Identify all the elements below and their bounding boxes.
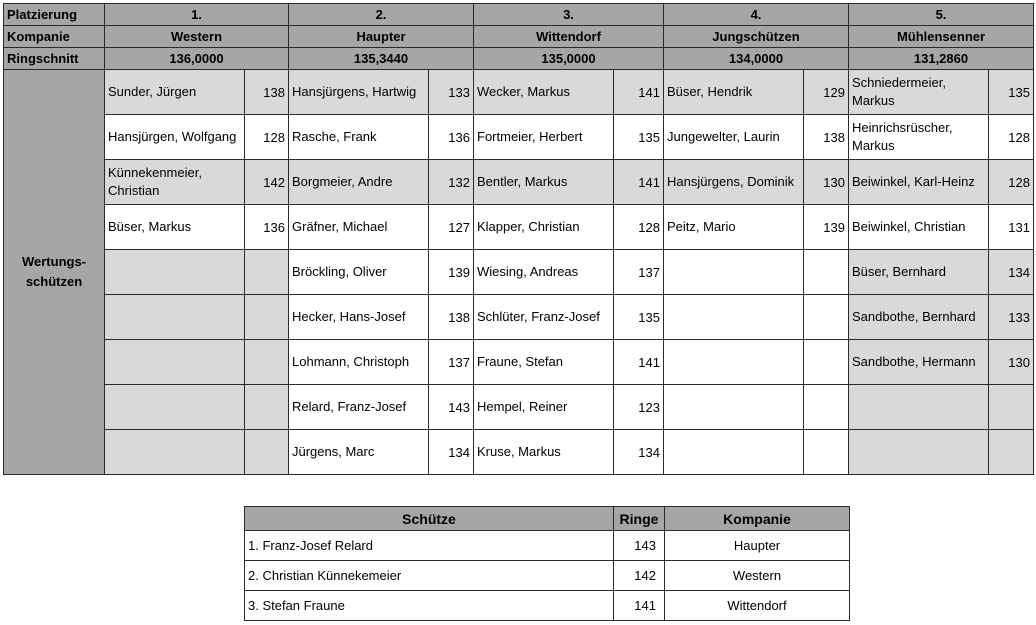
shooter-score: 128 (989, 160, 1034, 205)
top-shooters-table (244, 506, 850, 621)
shooter-score: 139 (804, 205, 849, 250)
shooter-score: 137 (429, 340, 474, 385)
shooter-name: Wiesing, Andreas (474, 250, 614, 295)
shooter-score: 136 (429, 115, 474, 160)
team-company: Wittendorf (474, 26, 664, 48)
shooter-name (105, 385, 245, 430)
results-table (3, 3, 1034, 475)
shooter-name: Gräfner, Michael (289, 205, 429, 250)
shooter-name: Bentler, Markus (474, 160, 614, 205)
shooter-score (989, 430, 1034, 475)
top-shooter-name: 1. Franz-Josef Relard (245, 531, 614, 561)
shooter-name: Hempel, Reiner (474, 385, 614, 430)
shooter-score (245, 295, 289, 340)
shooter-score: 139 (429, 250, 474, 295)
shooter-name: Schlüter, Franz-Josef (474, 295, 614, 340)
team-place: 3. (474, 4, 664, 26)
shooter-score: 135 (614, 115, 664, 160)
shooter-name (105, 250, 245, 295)
shooter-score (245, 385, 289, 430)
shooter-name (849, 430, 989, 475)
team-company: Jungschützen (664, 26, 849, 48)
shooter-name: Schniedermeier, Markus (849, 70, 989, 115)
shooter-score: 138 (804, 115, 849, 160)
shooter-name (849, 385, 989, 430)
shooter-score: 132 (429, 160, 474, 205)
shooter-score: 138 (245, 70, 289, 115)
shooter-score: 142 (245, 160, 289, 205)
shooter-score (804, 340, 849, 385)
shooter-name: Fraune, Stefan (474, 340, 614, 385)
shooter-score: 133 (429, 70, 474, 115)
top-shooter-name: 2. Christian Künnekemeier (245, 561, 614, 591)
shooter-row (4, 70, 1034, 115)
team-average: 135,3440 (289, 48, 474, 70)
shooter-name: Sandbothe, Bernhard (849, 295, 989, 340)
shooter-score: 128 (614, 205, 664, 250)
top-shooter-rings: 142 (614, 561, 665, 591)
shooter-name (105, 295, 245, 340)
shooter-name (105, 430, 245, 475)
shooter-name (664, 340, 804, 385)
shooter-score: 128 (245, 115, 289, 160)
shooter-name: Hansjürgens, Dominik (664, 160, 804, 205)
shooter-name: Kruse, Markus (474, 430, 614, 475)
team-average: 135,0000 (474, 48, 664, 70)
shooter-score: 123 (614, 385, 664, 430)
team-company: Haupter (289, 26, 474, 48)
shooter-row (4, 250, 1034, 295)
team-company: Mühlensenner (849, 26, 1034, 48)
shooter-score: 129 (804, 70, 849, 115)
shooter-name: Rasche, Frank (289, 115, 429, 160)
shooter-name: Sandbothe, Hermann (849, 340, 989, 385)
shooter-name (664, 250, 804, 295)
team-average: 136,0000 (105, 48, 289, 70)
shooter-score: 134 (429, 430, 474, 475)
team-place: 1. (105, 4, 289, 26)
ring-average-label: Ringschnitt (4, 48, 105, 70)
shooter-score: 141 (614, 340, 664, 385)
shooter-row (4, 295, 1034, 340)
shooter-name: Jungewelter, Laurin (664, 115, 804, 160)
company-row (4, 26, 1034, 48)
shooter-row (4, 115, 1034, 160)
shooter-row (4, 205, 1034, 250)
shooter-score: 134 (989, 250, 1034, 295)
ring-average-row (4, 48, 1034, 70)
shooter-name (664, 385, 804, 430)
shooter-name: Bröckling, Oliver (289, 250, 429, 295)
team-average: 134,0000 (664, 48, 849, 70)
shooter-row (4, 160, 1034, 205)
shooter-name: Hansjürgens, Hartwig (289, 70, 429, 115)
shooter-score: 133 (989, 295, 1034, 340)
shooter-score: 135 (614, 295, 664, 340)
shooter-name: Fortmeier, Herbert (474, 115, 614, 160)
top-shooter-company: Western (665, 561, 850, 591)
scoring-shooters-label (4, 70, 105, 475)
shooter-score: 130 (989, 340, 1034, 385)
team-company: Western (105, 26, 289, 48)
placement-row (4, 4, 1034, 26)
placement-label: Platzierung (4, 4, 105, 26)
shooter-score (804, 430, 849, 475)
shooter-name: Lohmann, Christoph (289, 340, 429, 385)
shooter-name: Büser, Hendrik (664, 70, 804, 115)
shooter-name: Büser, Bernhard (849, 250, 989, 295)
shooter-score (989, 385, 1034, 430)
shooter-score: 138 (429, 295, 474, 340)
shooter-name: Hansjürgen, Wolfgang (105, 115, 245, 160)
shooter-score (804, 250, 849, 295)
shooter-score (245, 430, 289, 475)
shooter-name: Büser, Markus (105, 205, 245, 250)
shooter-name: Beiwinkel, Karl-Heinz (849, 160, 989, 205)
shooter-row (4, 340, 1034, 385)
shooter-name (105, 340, 245, 385)
top-shooters-header (245, 507, 850, 531)
top-shooter-rings: 141 (614, 591, 665, 621)
shooter-score: 141 (614, 160, 664, 205)
team-place: 2. (289, 4, 474, 26)
shooter-score: 137 (614, 250, 664, 295)
team-place: 4. (664, 4, 849, 26)
team-average: 131,2860 (849, 48, 1034, 70)
shooter-name: Klapper, Christian (474, 205, 614, 250)
shooter-name: Relard, Franz-Josef (289, 385, 429, 430)
shooter-score (245, 250, 289, 295)
shooter-name: Jürgens, Marc (289, 430, 429, 475)
shooter-name (664, 295, 804, 340)
shooter-name (664, 430, 804, 475)
shooter-score (245, 340, 289, 385)
shooter-score: 130 (804, 160, 849, 205)
rings-column-header: Ringe (614, 507, 665, 531)
top-shooter-rings: 143 (614, 531, 665, 561)
company-label: Kompanie (4, 26, 105, 48)
top-shooter-row (245, 531, 850, 561)
top-shooter-row (245, 591, 850, 621)
shooter-name: Heinrichsrüscher, Markus (849, 115, 989, 160)
shooter-score: 131 (989, 205, 1034, 250)
shooter-score: 141 (614, 70, 664, 115)
shooter-column-header: Schütze (245, 507, 614, 531)
top-shooter-company: Haupter (665, 531, 850, 561)
label-part: Wertungs-schützen (21, 254, 87, 289)
team-place: 5. (849, 4, 1034, 26)
shooter-score: 143 (429, 385, 474, 430)
shooter-name: Borgmeier, Andre (289, 160, 429, 205)
top-shooter-name: 3. Stefan Fraune (245, 591, 614, 621)
shooter-score: 127 (429, 205, 474, 250)
shooter-score (804, 295, 849, 340)
shooter-name: Peitz, Mario (664, 205, 804, 250)
top-shooter-company: Wittendorf (665, 591, 850, 621)
company-column-header: Kompanie (665, 507, 850, 531)
top-shooter-row (245, 561, 850, 591)
shooter-name: Hecker, Hans-Josef (289, 295, 429, 340)
shooter-score: 128 (989, 115, 1034, 160)
shooter-name: Wecker, Markus (474, 70, 614, 115)
shooter-name: Beiwinkel, Christian (849, 205, 989, 250)
shooter-row (4, 385, 1034, 430)
shooter-score: 135 (989, 70, 1034, 115)
shooter-score (804, 385, 849, 430)
shooter-row (4, 430, 1034, 475)
shooter-score: 136 (245, 205, 289, 250)
shooter-name: Sunder, Jürgen (105, 70, 245, 115)
shooter-score: 134 (614, 430, 664, 475)
shooter-name: Künnekenmeier, Christian (105, 160, 245, 205)
